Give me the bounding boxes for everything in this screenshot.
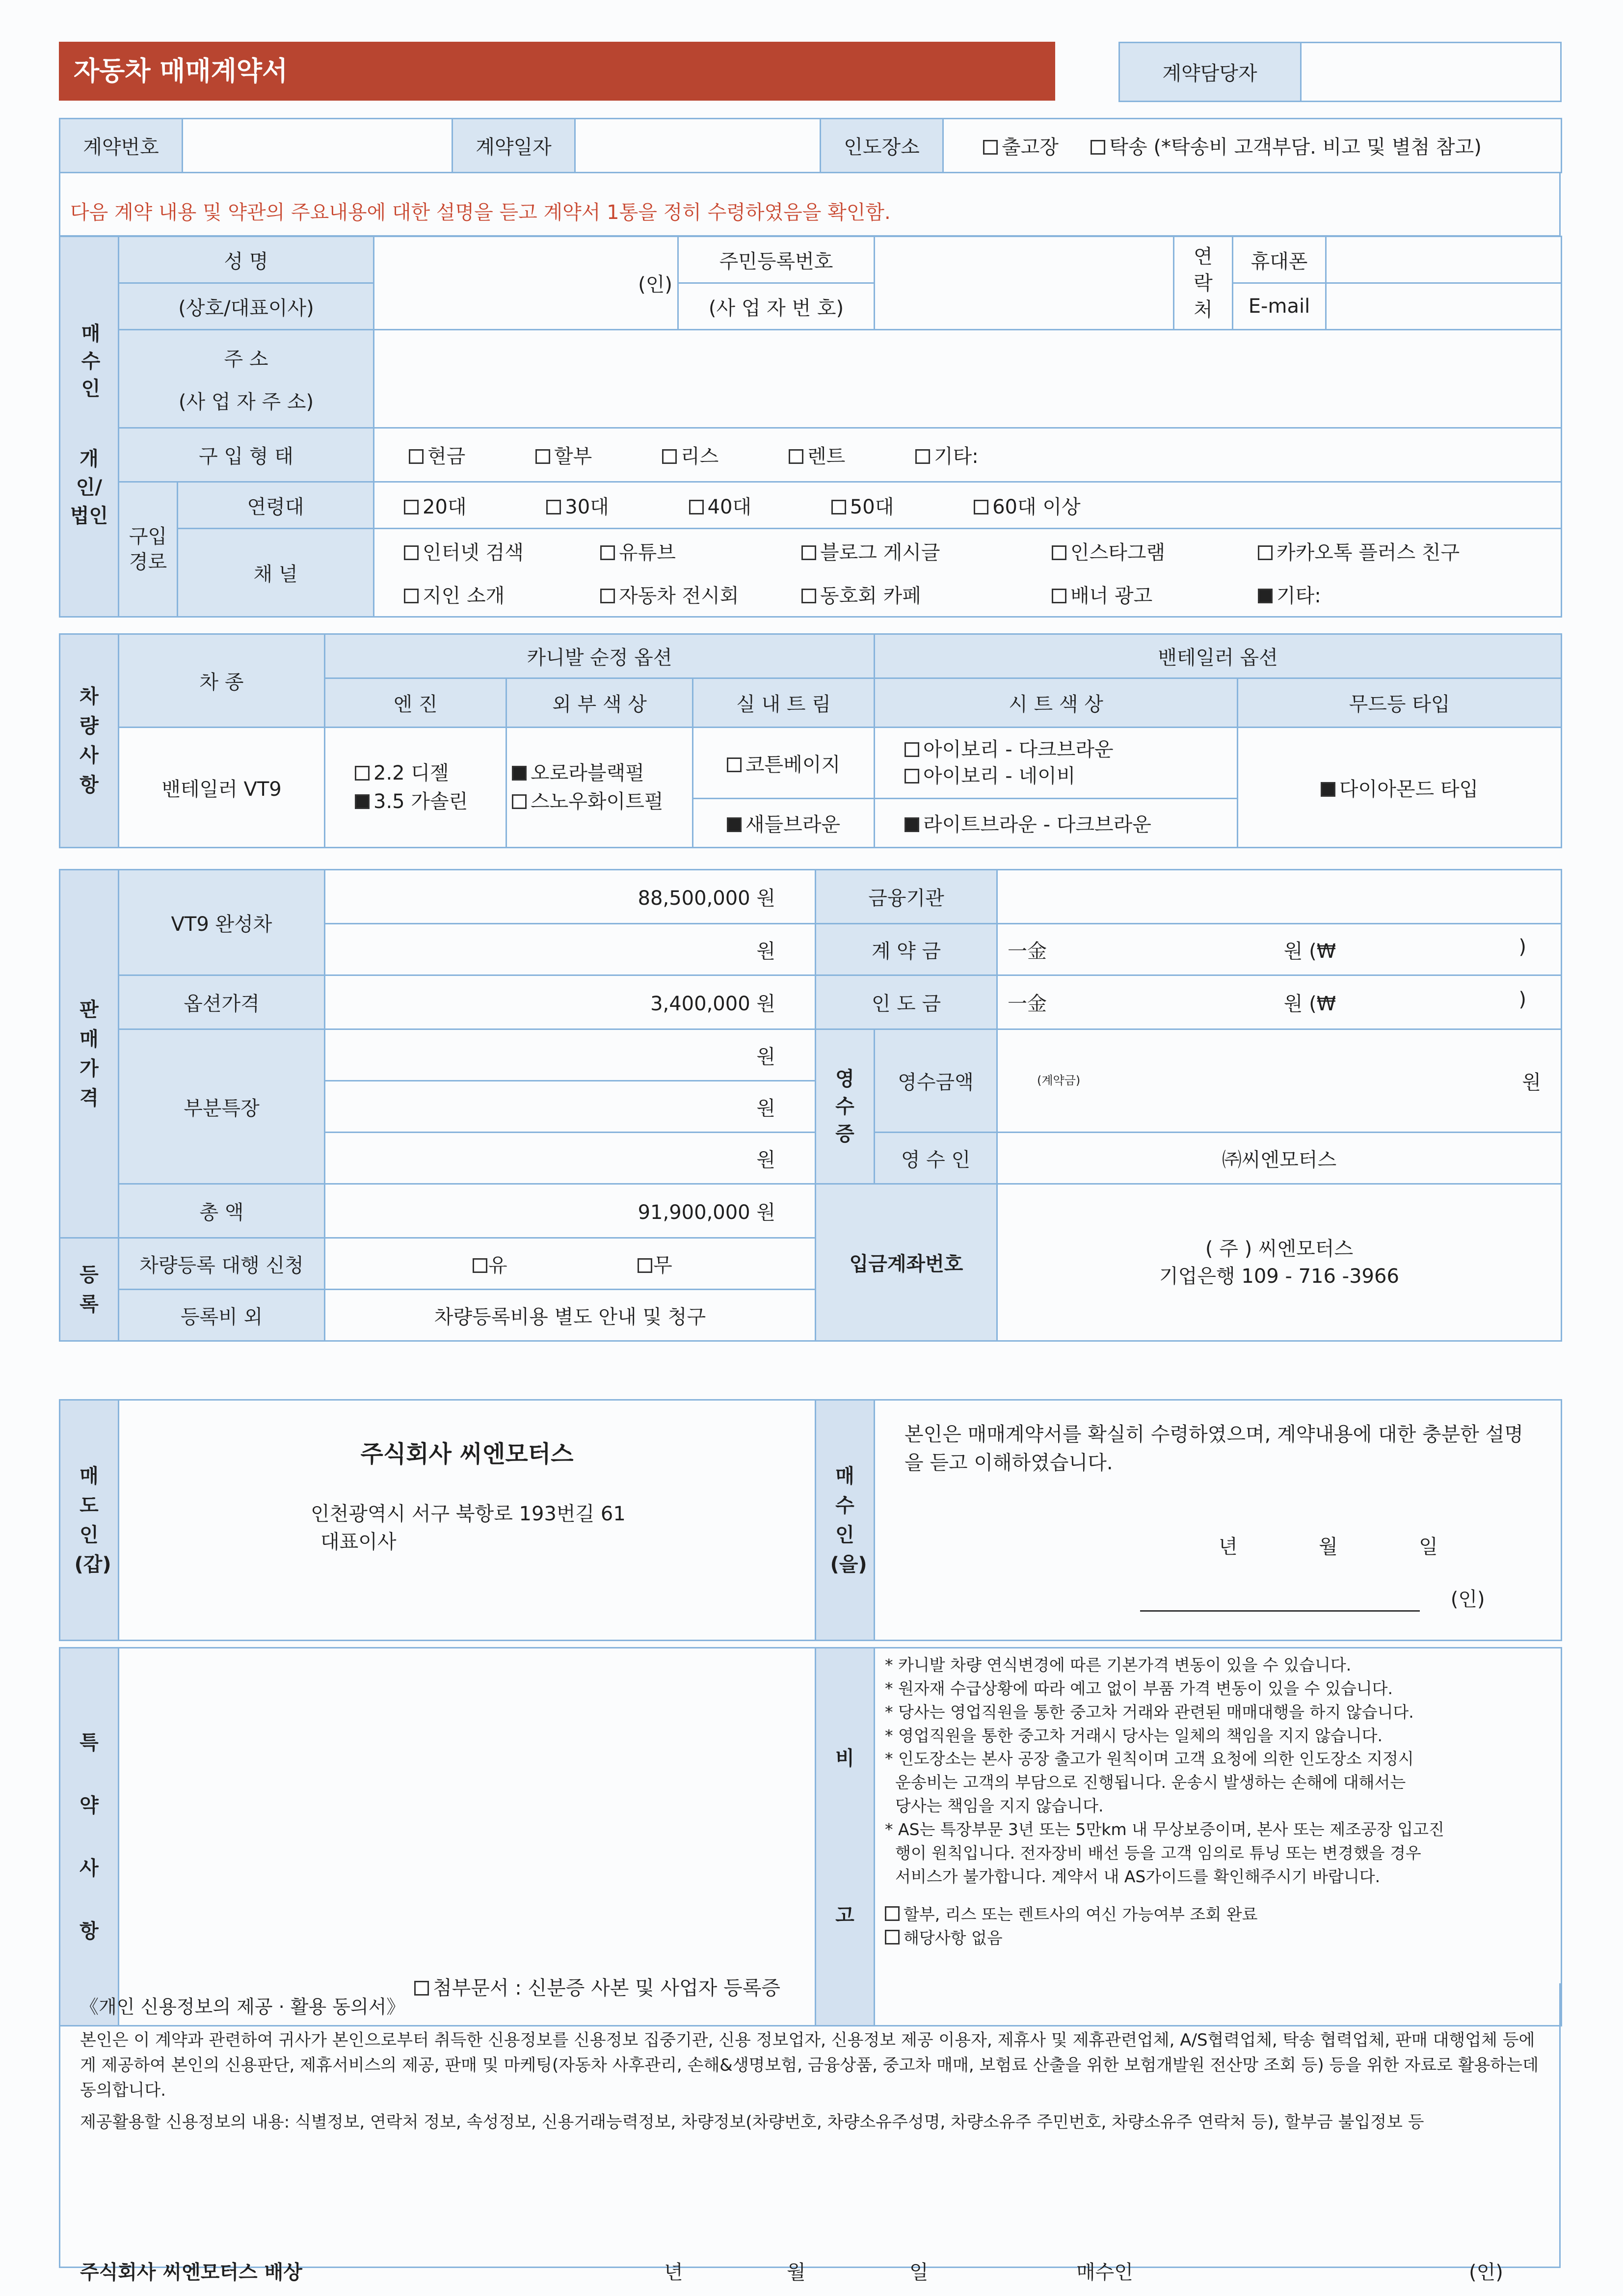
seat-ivory-navy-checkbox[interactable] (905, 769, 919, 783)
age-option-label: 50대 (850, 495, 894, 518)
contact-label: 연락처 (1174, 237, 1233, 330)
special-section-label: 특약사항 (60, 1648, 119, 2026)
remark-check1-checkbox[interactable] (885, 1906, 900, 1921)
contract-page (59, 42, 1561, 2284)
part-value-3: 원 (325, 1133, 816, 1184)
buyer-sign-section-label: 매수인(을) (816, 1400, 875, 1641)
remark-line: 운송비는 고객의 부담으로 진행됩니다. 운송시 발생하는 손해에 대해서는 (885, 1773, 1406, 1792)
ventayler-options-header: 밴테일러 옵션 (875, 634, 1562, 678)
consent-month: 월 (787, 2261, 806, 2284)
purchase-type-label: 현금 (427, 445, 466, 468)
contract-date-label: 계약일자 (452, 119, 575, 173)
channel-label: 카카오톡 플러스 친구 (1277, 541, 1460, 564)
contract-date-field[interactable] (575, 119, 821, 173)
receipt-section-label: 영수증 (816, 1029, 875, 1184)
sign-date-day: 일 (1419, 1536, 1438, 1558)
attachment-label: 첨부문서 : 신분증 사본 및 사업자 등록증 (432, 1977, 780, 1999)
contract-no-label: 계약번호 (60, 119, 183, 173)
channel-label: 인터넷 검색 (423, 541, 524, 564)
purchase-type-label: 구 입 형 태 (119, 428, 374, 482)
buyer-signature-line[interactable] (1140, 1591, 1420, 1612)
buyer-sign-seal: (인) (1450, 1588, 1485, 1611)
part-value-2: 원 (325, 1081, 816, 1133)
ext-option-label: 스노우화이트펄 (531, 790, 664, 813)
remarks-area (875, 1648, 1562, 2026)
channel-cafe-checkbox[interactable] (801, 589, 816, 603)
route-label: 구입경로 (119, 482, 178, 617)
consent-buyer: 매수인 (1076, 2261, 1133, 2284)
balance-paren: ) (1518, 988, 1526, 1011)
mood-option (1238, 728, 1562, 848)
interior-option-1 (693, 728, 875, 799)
registration-no-checkbox[interactable] (638, 1258, 652, 1273)
ext-black-checkbox[interactable] (512, 766, 527, 781)
ext-option-label: 오로라블랙펄 (531, 762, 644, 784)
buyer-section-label: 매수인 개인/법인 (60, 237, 119, 617)
seat-option-label: 아이보리 - 다크브라운 (923, 738, 1114, 761)
document-title: 자동차 매매계약서 (59, 42, 1055, 101)
channel-label: 동호회 카페 (820, 585, 921, 608)
address-label: 주 소 (사 업 자 주 소) (119, 330, 374, 428)
name-seal: (인) (638, 273, 672, 296)
remark-line: 서비스가 불가합니다. 계약서 내 AS가이드를 확인해주시기 바랍니다. (885, 1866, 1381, 1886)
engine-diesel-checkbox[interactable] (355, 766, 370, 781)
interior-option-label: 코튼베이지 (745, 753, 841, 776)
receiver-label: 영 수 인 (875, 1133, 997, 1184)
name-field[interactable] (374, 237, 678, 330)
channel-label: 블로그 게시글 (820, 541, 940, 564)
manager-label: 계약담당자 (1119, 43, 1301, 102)
deposit-krw: 원 (₩ (1283, 940, 1336, 963)
age-option-label: 30대 (565, 495, 609, 518)
registration-fee-value: 차량등록비용 별도 안내 및 청구 (325, 1290, 816, 1341)
engine-option-label: 2.2 디젤 (373, 762, 449, 784)
interior-option-2 (693, 799, 875, 848)
contract-no-field[interactable] (183, 119, 452, 173)
age-30-checkbox[interactable] (546, 500, 561, 514)
account-number: 기업은행 109 - 716 -3966 (1159, 1265, 1399, 1288)
rrn-label: 주민등록번호 (678, 237, 875, 283)
price-table (59, 869, 1562, 1342)
vt9-extra: 원 (325, 924, 816, 975)
remark-line: 행이 원칙입니다. 전자장비 배선 등을 고객 임의로 튜닝 또는 변경했을 경우 (885, 1843, 1421, 1863)
age-50-checkbox[interactable] (831, 500, 846, 514)
deposit-field[interactable] (997, 924, 1562, 975)
channel-label: 유튜브 (619, 541, 676, 564)
vt9-value: 88,500,000 원 (325, 870, 816, 924)
ext-color-label: 외 부 색 상 (506, 678, 693, 728)
age-option-label: 40대 (707, 495, 752, 518)
finance-field[interactable] (997, 870, 1562, 924)
contract-info-table (59, 118, 1562, 173)
model-label: 차 종 (119, 634, 325, 728)
channel-banner-checkbox[interactable] (1052, 589, 1066, 603)
manager-table (59, 42, 1562, 102)
receipt-amount-label: 영수금액 (875, 1029, 997, 1133)
receipt-amount-note: (계약금) (1037, 1074, 1081, 1087)
balance-field[interactable] (997, 975, 1562, 1029)
consent-paragraph-2: 제공활용할 신용정보의 내용: 식별정보, 연락처 정보, 속성정보, 신용거래능력정보, 차량정보(차량번호, 차량소유주성명, 차량소유주 주민번호, 차량소유주 연락처 등), 할부금 불입정보 등 (80, 2112, 1424, 2132)
name-sublabel: (상호/대표이사) (119, 283, 374, 330)
registration-yes-label: 유 (488, 1254, 507, 1277)
deposit-paren: ) (1518, 935, 1526, 958)
balance-label: 인 도 금 (816, 975, 997, 1029)
email-label: E-mail (1233, 283, 1326, 330)
channel-options-row2 (374, 573, 1562, 617)
seller-section-label: 매도인(갑) (60, 1400, 119, 1641)
notice-text: 다음 계약 내용 및 약관의 주요내용에 대한 설명을 듣고 계약서 1통을 정히 수령하였음을 확인함. (60, 187, 1560, 236)
rrn-field[interactable] (875, 237, 1174, 330)
seller-address: 인천광역시 서구 북항로 193번길 61 (311, 1503, 626, 1525)
channel-exhibition-checkbox[interactable] (600, 589, 615, 603)
channel-other-checkbox[interactable] (1258, 589, 1273, 603)
consent-title: 《개인 신용정보의 제공 · 활용 동의서》 (80, 1996, 405, 2018)
delivery-label: 인도장소 (821, 119, 943, 173)
purchase-type-label: 리스 (681, 445, 719, 468)
sign-date-year: 년 (1219, 1536, 1238, 1558)
channel-internet-checkbox[interactable] (404, 545, 419, 560)
deposit-gold: 一金 (1008, 940, 1047, 963)
channel-options-row1 (374, 529, 1562, 573)
rrn-sublabel: (사 업 자 번 호) (678, 283, 875, 330)
part-value-1: 원 (325, 1029, 816, 1081)
buyer-sign-area (875, 1400, 1562, 1641)
consent-year: 년 (664, 2261, 683, 2284)
delivery-opt1-label: 출고장 (1002, 136, 1059, 159)
vehicle-table (59, 633, 1562, 848)
manager-field[interactable] (1301, 43, 1561, 102)
remark-check1-label: 할부, 리스 또는 렌트사의 여신 가능여부 조회 완료 (904, 1905, 1258, 1924)
engine-gasoline-checkbox[interactable] (355, 794, 370, 809)
mood-option-label: 다이아몬드 타입 (1339, 778, 1479, 801)
finance-label: 금융기관 (816, 870, 997, 924)
registration-no-label: 무 (653, 1254, 672, 1277)
remarks-section-label: 비고 (816, 1648, 875, 2026)
consent-company: 주식회사 씨엔모터스 배상 (80, 2261, 302, 2284)
consent-day: 일 (909, 2261, 929, 2284)
seller-ceo: 대표이사 (320, 1531, 397, 1553)
account-label: 입금계좌번호 (816, 1184, 997, 1341)
seller-company: 주식회사 씨엔모터스 (360, 1440, 574, 1468)
seat-ivory-brown-checkbox[interactable] (905, 742, 919, 757)
purchase-type-label: 렌트 (807, 445, 846, 468)
name-label: 성 명 (119, 237, 374, 283)
delivery-options (943, 119, 1562, 173)
carnival-options-header: 카니발 순정 옵션 (325, 634, 875, 678)
balance-gold: 一金 (1008, 993, 1047, 1015)
price-section-label: 판매가격 (60, 870, 119, 1238)
consent-seal: (인) (1469, 2261, 1503, 2284)
notice-table (59, 172, 1561, 237)
remark-line: * 영업직원을 통한 중고차 거래시 당사는 일체의 책임을 지지 않습니다. (885, 1726, 1383, 1745)
account-info (997, 1184, 1562, 1341)
interior-beige-checkbox[interactable] (727, 757, 742, 772)
interior-option-label: 새들브라운 (745, 813, 841, 836)
registration-fee-label: 등록비 외 (119, 1290, 325, 1341)
deposit-label: 계 약 금 (816, 924, 997, 975)
special-terms-table (59, 1647, 1562, 2026)
purchase-types (374, 428, 1562, 482)
engine-options (325, 728, 506, 848)
delivery-opt2-label: 탁송 (*탁송비 고객부담. 비고 및 별첨 참고) (1109, 136, 1482, 159)
age-label: 연령대 (178, 482, 374, 529)
seat-options (875, 728, 1238, 799)
ext-white-checkbox[interactable] (512, 794, 527, 809)
channel-referral-checkbox[interactable] (404, 589, 419, 603)
delivery-opt1-checkbox[interactable] (983, 140, 998, 155)
remark-check2-checkbox[interactable] (885, 1930, 900, 1945)
option-price-label: 옵션가격 (119, 975, 325, 1029)
special-terms-area[interactable] (119, 1648, 816, 2026)
vt9-label: VT9 완성차 (119, 870, 325, 975)
purchase-installment-checkbox[interactable] (535, 449, 550, 464)
account-holder: ( 주 ) 씨엔모터스 (1205, 1237, 1354, 1260)
purchase-rent-checkbox[interactable] (789, 449, 803, 464)
age-option-label: 20대 (423, 495, 467, 518)
channel-label: 채 널 (178, 529, 374, 617)
channel-youtube-checkbox[interactable] (600, 545, 615, 560)
remark-line: * 당사는 영업직원을 통한 중고차 거래와 관련된 매매대행을 하지 않습니다. (885, 1702, 1414, 1722)
remark-line: * 인도장소는 본사 공장 출고가 원칙이며 고객 요청에 의한 인도장소 지정시 (885, 1749, 1414, 1769)
age-option-label: 60대 이상 (992, 495, 1081, 518)
mood-label: 무드등 타입 (1238, 678, 1562, 728)
address-field[interactable] (374, 330, 1562, 428)
balance-krw: 원 (₩ (1283, 993, 1336, 1015)
engine-option-label: 3.5 가솔린 (373, 790, 468, 813)
mobile-field[interactable] (1326, 237, 1562, 283)
receipt-amount-field[interactable] (997, 1029, 1562, 1133)
age-20-checkbox[interactable] (404, 500, 419, 514)
age-60-checkbox[interactable] (974, 500, 988, 514)
seat-option-3 (875, 799, 1238, 848)
channel-label: 인스타그램 (1070, 541, 1166, 564)
channel-label: 자동차 전시회 (619, 585, 739, 608)
total-value: 91,900,000 원 (325, 1184, 816, 1238)
seat-option-label: 아이보리 - 네이비 (923, 765, 1076, 787)
sign-date-month: 월 (1319, 1536, 1338, 1558)
option-price-value: 3,400,000 원 (325, 975, 816, 1029)
registration-yes-checkbox[interactable] (473, 1258, 487, 1273)
engine-label: 엔 진 (325, 678, 506, 728)
consent-paragraph-1: 본인은 이 계약과 관련하여 귀사가 본인으로부터 취득한 신용정보를 신용정보 집중기관, 신용 정보업자, 신용정보 제공 이용자, 제휴사 및 제휴관련업체, A/S협력업체, 탁송 협력업체, 판매 대행업체 등에게 제공하여 본인의 신용판단, 제휴서비스의 제공, 판매 및 마케팅(자동차 사후관리, 손해&생명보험, 금융상품, 중고차 매매, 보험료 산출을 위한 보험개발원 전산망 조회 등) 등을 위한 자료로 활용하는데 동의합니다. (80, 2030, 1539, 2100)
signature-table (59, 1399, 1562, 1641)
seat-lightbrown-checkbox[interactable] (905, 817, 919, 832)
remark-line: * 카니발 차량 연식변경에 따른 기본가격 변동이 있을 수 있습니다. (885, 1655, 1352, 1675)
seller-info (119, 1400, 816, 1641)
buyer-table (59, 236, 1562, 618)
receiver-value: ㈜씨엔모터스 (997, 1133, 1562, 1184)
remark-check2-label: 해당사항 없음 (904, 1928, 1003, 1948)
vehicle-section-label: 차량사항 (60, 634, 119, 848)
seat-option-label: 라이트브라운 - 다크브라운 (923, 813, 1151, 836)
interior-brown-checkbox[interactable] (727, 817, 742, 832)
registration-section-label: 등록 (60, 1238, 119, 1341)
purchase-type-label: 기타: (934, 445, 979, 468)
vehicle-model: 밴테일러 VT9 (119, 728, 325, 848)
part-label: 부분특장 (119, 1029, 325, 1184)
purchase-cash-checkbox[interactable] (409, 449, 424, 464)
delivery-opt2-checkbox[interactable] (1091, 140, 1105, 155)
age-40-checkbox[interactable] (689, 500, 704, 514)
channel-label: 지인 소개 (423, 585, 505, 608)
channel-blog-checkbox[interactable] (801, 545, 816, 560)
channel-label: 배너 광고 (1070, 585, 1153, 608)
receipt-amount-won: 원 (1522, 1071, 1541, 1094)
age-options (374, 482, 1562, 529)
seat-color-label: 시 트 색 상 (875, 678, 1238, 728)
channel-kakao-checkbox[interactable] (1258, 545, 1273, 560)
purchase-lease-checkbox[interactable] (662, 449, 677, 464)
total-label: 총 액 (119, 1184, 325, 1238)
consent-section (59, 1983, 1561, 2284)
registration-agent-options (325, 1238, 816, 1290)
channel-label: 기타: (1277, 585, 1321, 608)
buyer-statement: 본인은 매매계약서를 확실히 수령하였으며, 계약내용에 대한 충분한 설명을 듣고 이해하였습니다. (905, 1423, 1523, 1474)
remark-line: 당사는 책임을 지지 않습니다. (885, 1796, 1104, 1816)
remark-line: * AS는 특장부문 3년 또는 5만km 내 무상보증이며, 본사 또는 제조공장 입고진 (885, 1819, 1444, 1839)
email-field[interactable] (1326, 283, 1562, 330)
registration-agent-label: 차량등록 대행 신청 (119, 1238, 325, 1290)
ext-color-options (506, 728, 693, 848)
mood-diamond-checkbox[interactable] (1321, 782, 1335, 797)
interior-label: 실 내 트 림 (693, 678, 875, 728)
remark-line: * 원자재 수급상황에 따라 예고 없이 부품 가격 변동이 있을 수 있습니다. (885, 1678, 1393, 1698)
channel-instagram-checkbox[interactable] (1052, 545, 1066, 560)
purchase-type-label: 할부 (554, 445, 592, 468)
purchase-other-checkbox[interactable] (915, 449, 930, 464)
mobile-label: 휴대폰 (1233, 237, 1326, 283)
